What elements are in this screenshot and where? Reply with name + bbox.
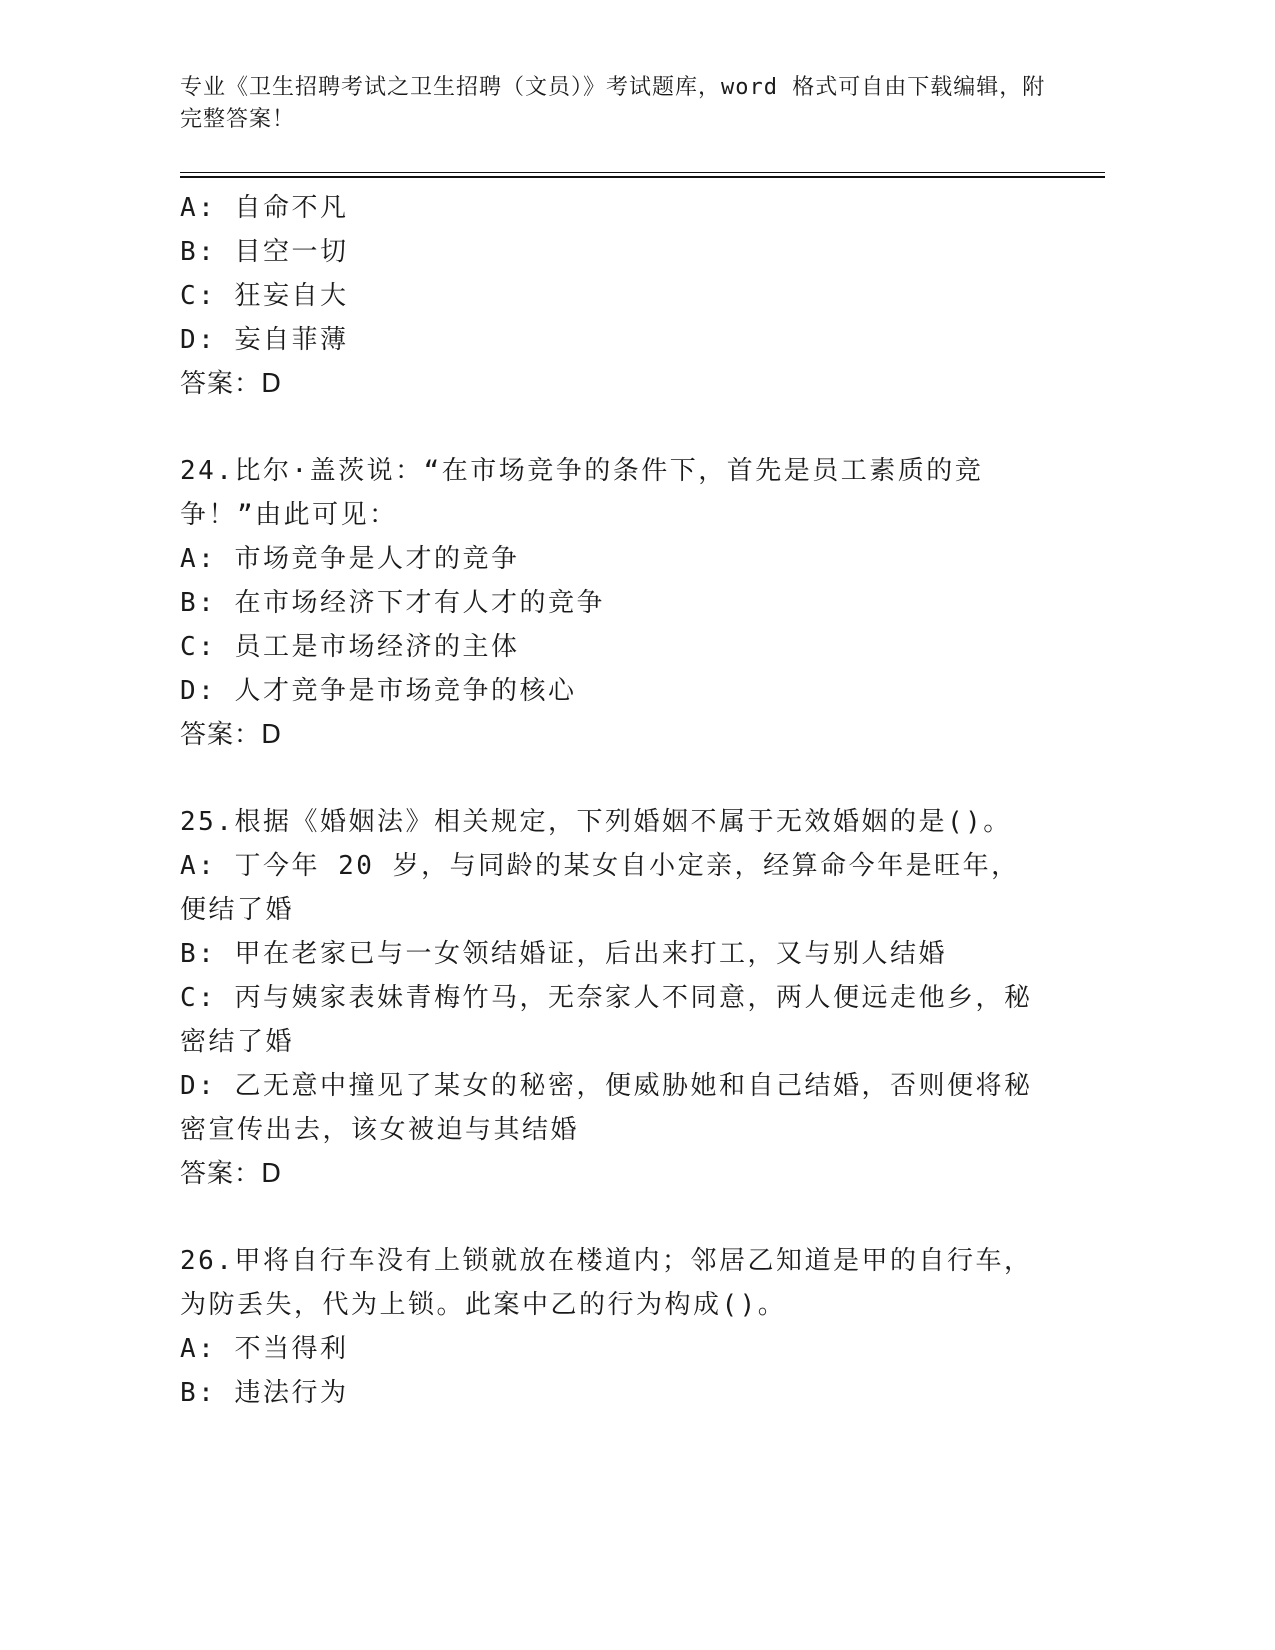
option-d: D: 妄自菲薄 [180, 325, 349, 355]
question-26 [180, 1239, 1040, 1415]
page-header: 专业《卫生招聘考试之卫生招聘（文员）》考试题库，word 格式可自由下载编辑，附完整答案！ [180, 75, 1046, 132]
option-c: C: 丙与姨家表妹青梅竹马，无奈家人不同意，两人便远走他乡，秘密结了婚 [180, 983, 1033, 1057]
answer-line: 答案：D [180, 369, 283, 399]
question-gap [180, 406, 1040, 449]
option-b: B: 在市场经济下才有人才的竞争 [180, 588, 605, 618]
question-25 [180, 800, 1040, 1196]
question-gap [180, 1196, 1040, 1239]
answer-line: 答案：D [180, 720, 283, 750]
question-23 [180, 186, 1040, 406]
option-b: B: 违法行为 [180, 1378, 349, 1408]
question-24 [180, 449, 1040, 757]
question-content [180, 186, 1040, 1415]
header-divider-thin [180, 172, 1105, 173]
option-a: A: 不当得利 [180, 1334, 349, 1364]
option-a: A: 自命不凡 [180, 193, 349, 223]
question-gap [180, 757, 1040, 800]
option-c: C: 员工是市场经济的主体 [180, 632, 520, 662]
option-c: C: 狂妄自大 [180, 281, 349, 311]
question-stem: 25.根据《婚姻法》相关规定，下列婚姻不属于无效婚姻的是()。 [180, 807, 1012, 837]
option-d: D: 乙无意中撞见了某女的秘密，便威胁她和自己结婚，否则便将秘密宣传出去，该女被迫与其结婚 [180, 1071, 1033, 1145]
option-d: D: 人才竞争是市场竞争的核心 [180, 676, 577, 706]
question-stem: 24.比尔·盖茨说：“在市场竞争的条件下，首先是员工素质的竞争！”由此可见： [180, 456, 984, 530]
option-b: B: 甲在老家已与一女领结婚证，后出来打工，又与别人结婚 [180, 939, 947, 969]
answer-line: 答案：D [180, 1159, 283, 1189]
option-b: B: 目空一切 [180, 237, 349, 267]
option-a: A: 丁今年 20 岁，与同龄的某女自小定亲，经算命今年是旺年，便结了婚 [180, 851, 1020, 925]
option-a: A: 市场竞争是人才的竞争 [180, 544, 520, 574]
header-divider-thick [180, 176, 1105, 178]
question-stem: 26.甲将自行车没有上锁就放在楼道内；邻居乙知道是甲的自行车，为防丢失，代为上锁。此案中乙的行为构成()。 [180, 1246, 1033, 1320]
